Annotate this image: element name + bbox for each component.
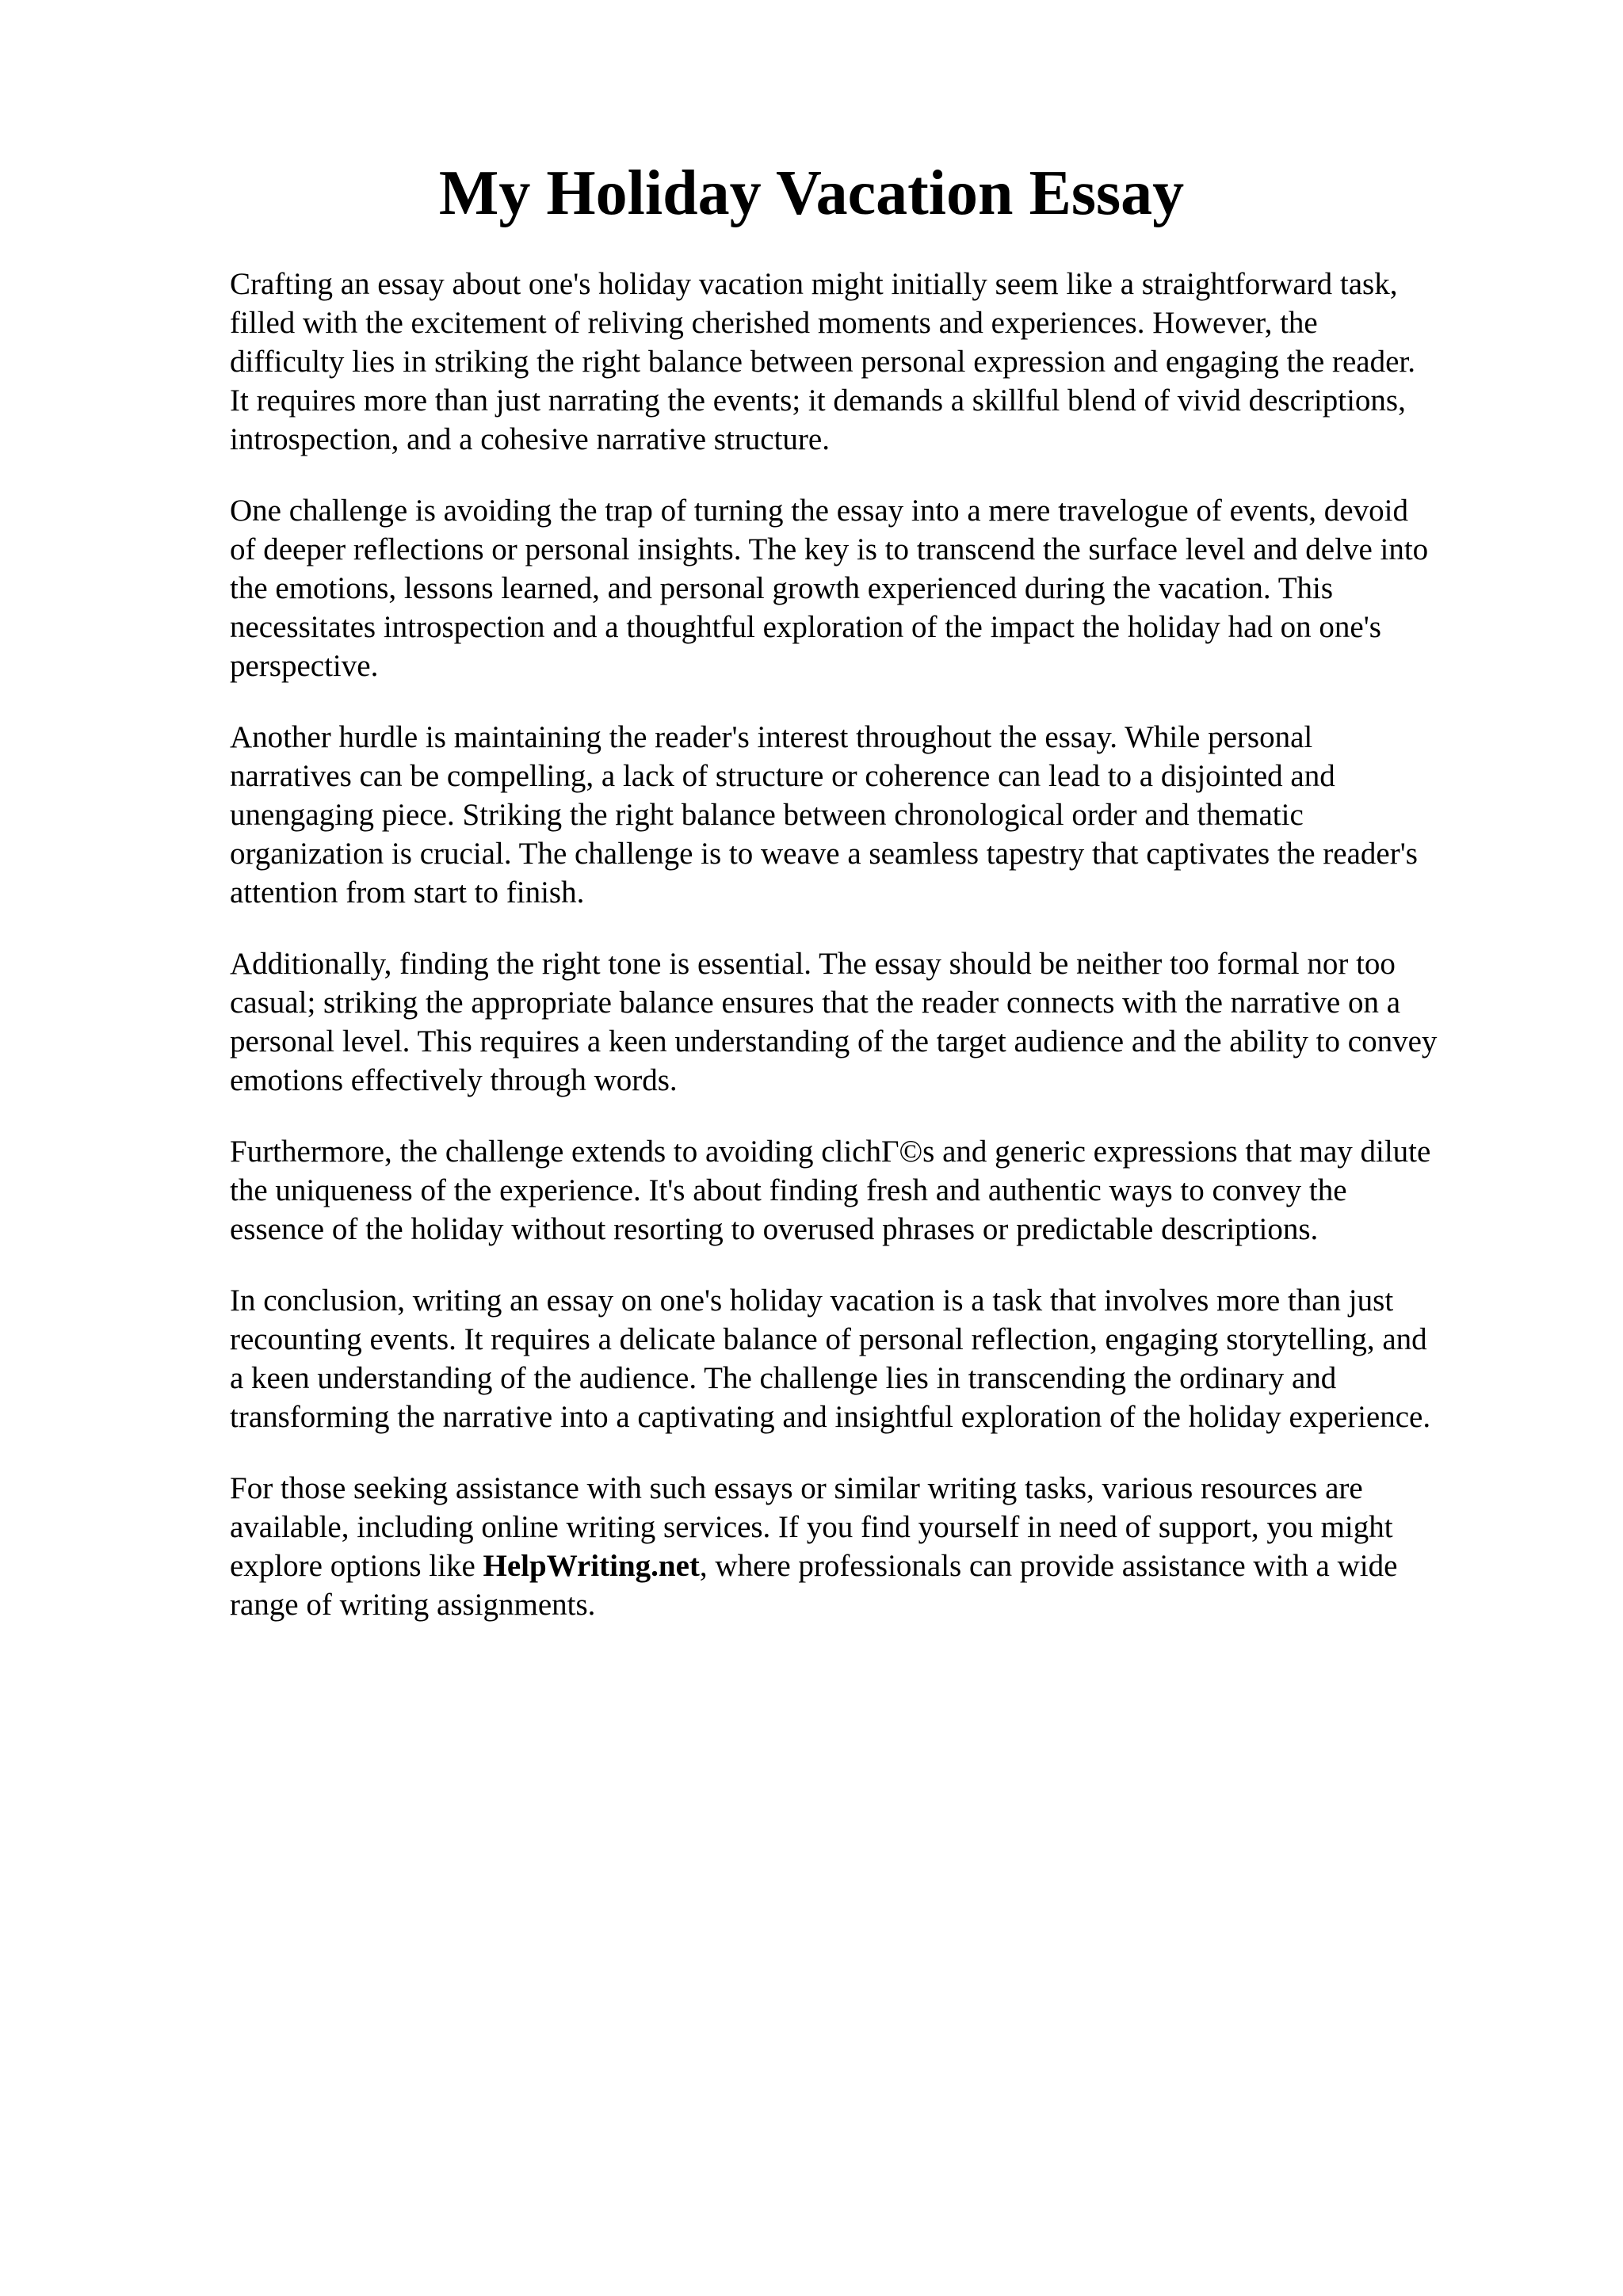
paragraph-challenge [230,491,1506,685]
text-line: introspection, and a cohesive narrative structure. [230,422,830,456]
text-line-with-link [230,1547,1506,1585]
text-line: of deeper reflections or personal insights. The key is to transcend the surface level and delve into [230,532,1429,566]
text-line: In conclusion, writing an essay on one's holiday vacation is a task that involves more than just [230,1283,1394,1318]
text-line: filled with the excitement of reliving cherished moments and experiences. However, the [230,306,1318,340]
text-line: recounting events. It requires a delicate balance of personal reflection, engaging storytelling, and [230,1322,1427,1356]
text-line: personal level. This requires a keen understanding of the target audience and the ability to convey [230,1024,1438,1058]
paragraph-tone [230,944,1506,1100]
text-line: the uniqueness of the experience. It's about finding fresh and authentic ways to convey the [230,1173,1347,1207]
text-line: narratives can be compelling, a lack of structure or coherence can lead to a disjointed and [230,759,1335,793]
text-line: the emotions, lessons learned, and personal growth experienced during the vacation. This [230,571,1334,605]
text-line: It requires more than just narrating the events; it demands a skillful blend of vivid descriptions, [230,383,1406,418]
text-segment: explore options like [230,1549,483,1583]
text-line: casual; striking the appropriate balance ensures that the reader connects with the narrative on a [230,986,1401,1020]
text-line: Another hurdle is maintaining the reader's interest throughout the essay. While personal [230,720,1313,754]
text-line: Additionally, finding the right tone is essential. The essay should be neither too formal nor too [230,947,1396,981]
text-segment: , where professionals can provide assistance with a wide [699,1549,1398,1583]
text-line: essence of the holiday without resorting to overused phrases or predictable descriptions. [230,1212,1319,1246]
document-title: My Holiday Vacation Essay [438,158,1185,228]
paragraph-closing [230,1469,1506,1624]
text-line: perspective. [230,649,379,683]
helpwriting-link[interactable]: HelpWriting.net [483,1549,700,1583]
text-line: emotions effectively through words. [230,1063,678,1097]
paragraph-conclusion [230,1281,1506,1436]
text-line: Crafting an essay about one's holiday vacation might initially seem like a straightforward task, [230,267,1398,301]
paragraph-intro [230,265,1506,459]
text-line: difficulty lies in striking the right balance between personal expression and engaging the reader. [230,345,1415,379]
text-line: unengaging piece. Striking the right balance between chronological order and thematic [230,798,1304,832]
text-line: available, including online writing services. If you find yourself in need of support, you might [230,1510,1393,1544]
text-line: necessitates introspection and a thoughtful exploration of the impact the holiday had on one's [230,610,1381,644]
paragraph-cliches [230,1132,1506,1249]
text-line: organization is crucial. The challenge is to weave a seamless tapestry that captivates the reader's [230,837,1418,871]
text-line: attention from start to finish. [230,875,585,910]
text-line: range of writing assignments. [230,1588,596,1622]
text-line: One challenge is avoiding the trap of turning the essay into a mere travelogue of events, devoid [230,494,1408,528]
paragraph-hurdle [230,718,1506,912]
text-line: a keen understanding of the audience. The challenge lies in transcending the ordinary and [230,1361,1337,1395]
text-line: For those seeking assistance with such essays or similar writing tasks, various resources are [230,1471,1363,1505]
document-body [230,265,1506,1657]
text-line: transforming the narrative into a captivating and insightful exploration of the holiday experience. [230,1400,1431,1434]
text-line: Furthermore, the challenge extends to avoiding clichΓ©s and generic expressions that may dilute [230,1135,1431,1169]
